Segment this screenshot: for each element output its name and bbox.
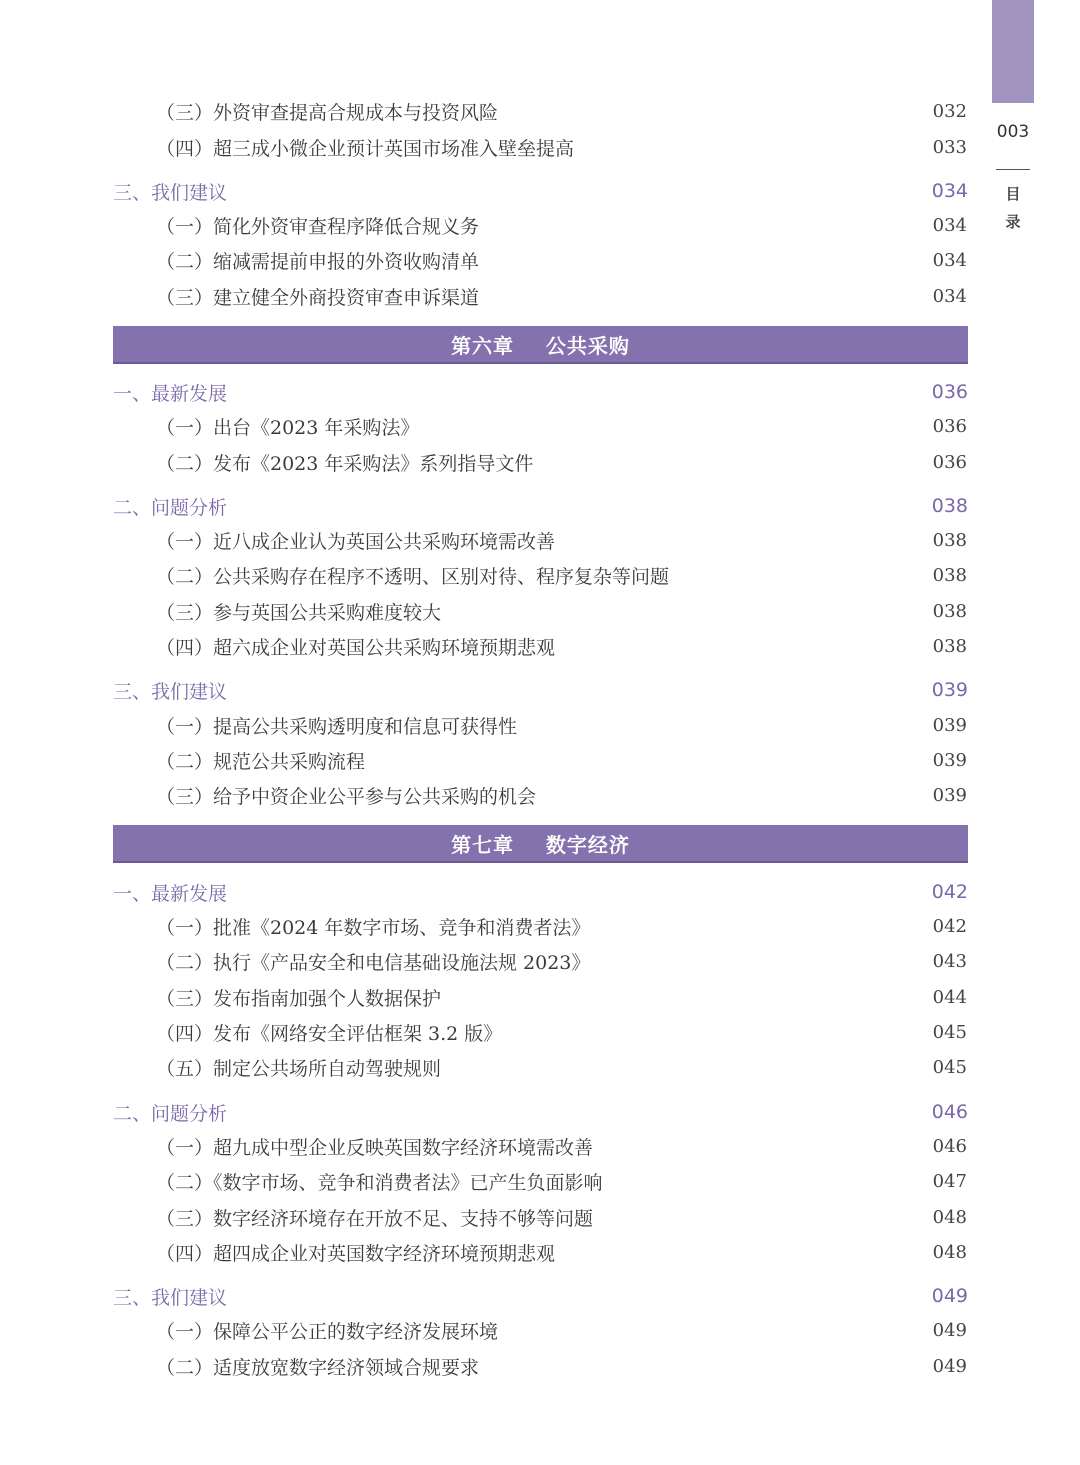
toc-entry-page: 044 bbox=[932, 986, 967, 1008]
toc-entry[interactable] bbox=[113, 1130, 968, 1162]
toc-entry-page: 038 bbox=[932, 529, 967, 551]
toc-entry-page: 042 bbox=[932, 915, 967, 937]
toc-section-title: 一、最新发展 bbox=[113, 382, 228, 405]
toc-entry-page: 046 bbox=[932, 1135, 967, 1157]
toc-entry[interactable] bbox=[113, 981, 968, 1013]
toc-entry-page: 045 bbox=[932, 1021, 967, 1043]
toc-section-title: 三、我们建议 bbox=[113, 1286, 228, 1309]
toc-entry-title: （三）建立健全外商投资审查申诉渠道 bbox=[156, 286, 480, 309]
toc-section-page: 042 bbox=[931, 881, 968, 903]
toc-entry[interactable] bbox=[113, 131, 968, 163]
toc-section-page: 039 bbox=[931, 679, 968, 701]
toc-entry-page: 033 bbox=[932, 136, 967, 158]
toc-entry[interactable] bbox=[113, 209, 968, 241]
toc-entry-title: （二）发布《2023 年采购法》系列指导文件 bbox=[156, 452, 534, 475]
toc-entry-title: （一）保障公平公正的数字经济发展环境 bbox=[156, 1320, 499, 1343]
toc-entry[interactable] bbox=[113, 1051, 968, 1083]
toc-section-heading[interactable] bbox=[113, 876, 968, 908]
chapter-tab-marker bbox=[992, 0, 1034, 103]
toc-entry-title: （二）适度放宽数字经济领域合规要求 bbox=[156, 1356, 480, 1379]
toc-section-title: 三、我们建议 bbox=[113, 680, 228, 703]
toc-entry-title: （四）发布《网络安全评估框架 3.2 版》 bbox=[156, 1022, 503, 1045]
toc-entry-page: 032 bbox=[932, 100, 967, 122]
toc-entry[interactable] bbox=[113, 280, 968, 312]
toc-section-title: 一、最新发展 bbox=[113, 882, 228, 905]
toc-entry-page: 039 bbox=[932, 784, 967, 806]
toc-entry-title: （三）数字经济环境存在开放不足、支持不够等问题 bbox=[156, 1207, 594, 1230]
toc-section-heading[interactable] bbox=[113, 1280, 968, 1312]
page-number-divider bbox=[996, 169, 1030, 170]
toc-entry-page: 036 bbox=[932, 451, 967, 473]
toc-entry-page: 039 bbox=[932, 749, 967, 771]
toc-entry-page: 034 bbox=[932, 249, 967, 271]
toc-entry-title: （二）公共采购存在程序不透明、区别对待、程序复杂等问题 bbox=[156, 565, 670, 588]
toc-entry-title: （一）出台《2023 年采购法》 bbox=[156, 416, 420, 439]
toc-entry-title: （二）缩减需提前申报的外资收购清单 bbox=[156, 250, 480, 273]
toc-entry[interactable] bbox=[113, 95, 968, 127]
section-label-char-1: 目 bbox=[1005, 185, 1021, 203]
toc-section-page: 038 bbox=[931, 495, 968, 517]
toc-entry-page: 034 bbox=[932, 285, 967, 307]
toc-section-heading[interactable] bbox=[113, 674, 968, 706]
toc-entry-page: 049 bbox=[932, 1355, 967, 1377]
toc-entry-title: （三）外资审查提高合规成本与投资风险 bbox=[156, 101, 499, 124]
toc-entry[interactable] bbox=[113, 595, 968, 627]
toc-entry-page: 047 bbox=[932, 1170, 967, 1192]
toc-entry-title: （一）超九成中型企业反映英国数字经济环境需改善 bbox=[156, 1136, 594, 1159]
toc-section-heading[interactable] bbox=[113, 490, 968, 522]
page-number: 003 bbox=[996, 122, 1030, 142]
chapter-title: 第六章 公共采购 bbox=[451, 333, 630, 358]
chapter-header-7[interactable] bbox=[113, 825, 968, 863]
toc-entry-title: （一）提高公共采购透明度和信息可获得性 bbox=[156, 715, 518, 738]
toc-entry-page: 048 bbox=[932, 1206, 967, 1228]
toc-entry-title: （五）制定公共场所自动驾驶规则 bbox=[156, 1057, 442, 1080]
toc-entry-title: （四）超六成企业对英国公共采购环境预期悲观 bbox=[156, 636, 556, 659]
toc-section-heading[interactable] bbox=[113, 1096, 968, 1128]
toc-entry[interactable] bbox=[113, 779, 968, 811]
toc-entry-title: （三）给予中资企业公平参与公共采购的机会 bbox=[156, 785, 537, 808]
toc-section-title: 三、我们建议 bbox=[113, 181, 228, 204]
section-label-toc bbox=[996, 180, 1030, 236]
toc-section-title: 二、问题分析 bbox=[113, 1102, 228, 1125]
section-label-char-2: 录 bbox=[1005, 213, 1021, 231]
toc-entry-title: （二）规范公共采购流程 bbox=[156, 750, 366, 773]
toc-entry[interactable] bbox=[113, 559, 968, 591]
toc-entry-page: 043 bbox=[932, 950, 967, 972]
toc-entry-page: 038 bbox=[932, 635, 967, 657]
toc-entry[interactable] bbox=[113, 410, 968, 442]
toc-entry-title: （二）《数字市场、竞争和消费者法》已产生负面影响 bbox=[156, 1171, 603, 1194]
toc-entry[interactable] bbox=[113, 630, 968, 662]
toc-entry-page: 049 bbox=[932, 1319, 967, 1341]
toc-section-heading[interactable] bbox=[113, 175, 968, 207]
toc-entry[interactable] bbox=[113, 1236, 968, 1268]
toc-entry-title: （一）简化外资审查程序降低合规义务 bbox=[156, 215, 480, 238]
toc-section-heading[interactable] bbox=[113, 376, 968, 408]
toc-entry[interactable] bbox=[113, 524, 968, 556]
chapter-title: 第七章 数字经济 bbox=[451, 832, 630, 857]
toc-entry[interactable] bbox=[113, 910, 968, 942]
toc-entry-title: （一）批准《2024 年数字市场、竞争和消费者法》 bbox=[156, 916, 591, 939]
toc-entry-page: 048 bbox=[932, 1241, 967, 1263]
toc-section-page: 049 bbox=[931, 1285, 968, 1307]
toc-entry[interactable] bbox=[113, 1314, 968, 1346]
toc-entry[interactable] bbox=[113, 945, 968, 977]
toc-entry-page: 039 bbox=[932, 714, 967, 736]
toc-section-page: 046 bbox=[931, 1101, 968, 1123]
toc-entry-title: （二）执行《产品安全和电信基础设施法规 2023》 bbox=[156, 951, 591, 974]
toc-entry-page: 038 bbox=[932, 564, 967, 586]
toc-entry[interactable] bbox=[113, 1016, 968, 1048]
toc-entry-page: 038 bbox=[932, 600, 967, 622]
toc-entry[interactable] bbox=[113, 446, 968, 478]
toc-entry[interactable] bbox=[113, 744, 968, 776]
toc-entry-title: （三）参与英国公共采购难度较大 bbox=[156, 601, 442, 624]
toc-entry[interactable] bbox=[113, 244, 968, 276]
toc-entry-title: （一）近八成企业认为英国公共采购环境需改善 bbox=[156, 530, 556, 553]
toc-entry-title: （三）发布指南加强个人数据保护 bbox=[156, 987, 442, 1010]
toc-entry[interactable] bbox=[113, 1165, 968, 1197]
toc-entry-page: 034 bbox=[932, 214, 967, 236]
toc-section-page: 036 bbox=[931, 381, 968, 403]
toc-section-page: 034 bbox=[931, 180, 968, 202]
toc-entry[interactable] bbox=[113, 1350, 968, 1382]
toc-entry-page: 045 bbox=[932, 1056, 967, 1078]
toc-entry-title: （四）超三成小微企业预计英国市场准入壁垒提高 bbox=[156, 137, 575, 160]
chapter-header-6[interactable] bbox=[113, 326, 968, 364]
toc-entry-title: （四）超四成企业对英国数字经济环境预期悲观 bbox=[156, 1242, 556, 1265]
toc-entry-page: 036 bbox=[932, 415, 967, 437]
toc-section-title: 二、问题分析 bbox=[113, 496, 228, 519]
toc-entry[interactable] bbox=[113, 709, 968, 741]
toc-entry[interactable] bbox=[113, 1201, 968, 1233]
